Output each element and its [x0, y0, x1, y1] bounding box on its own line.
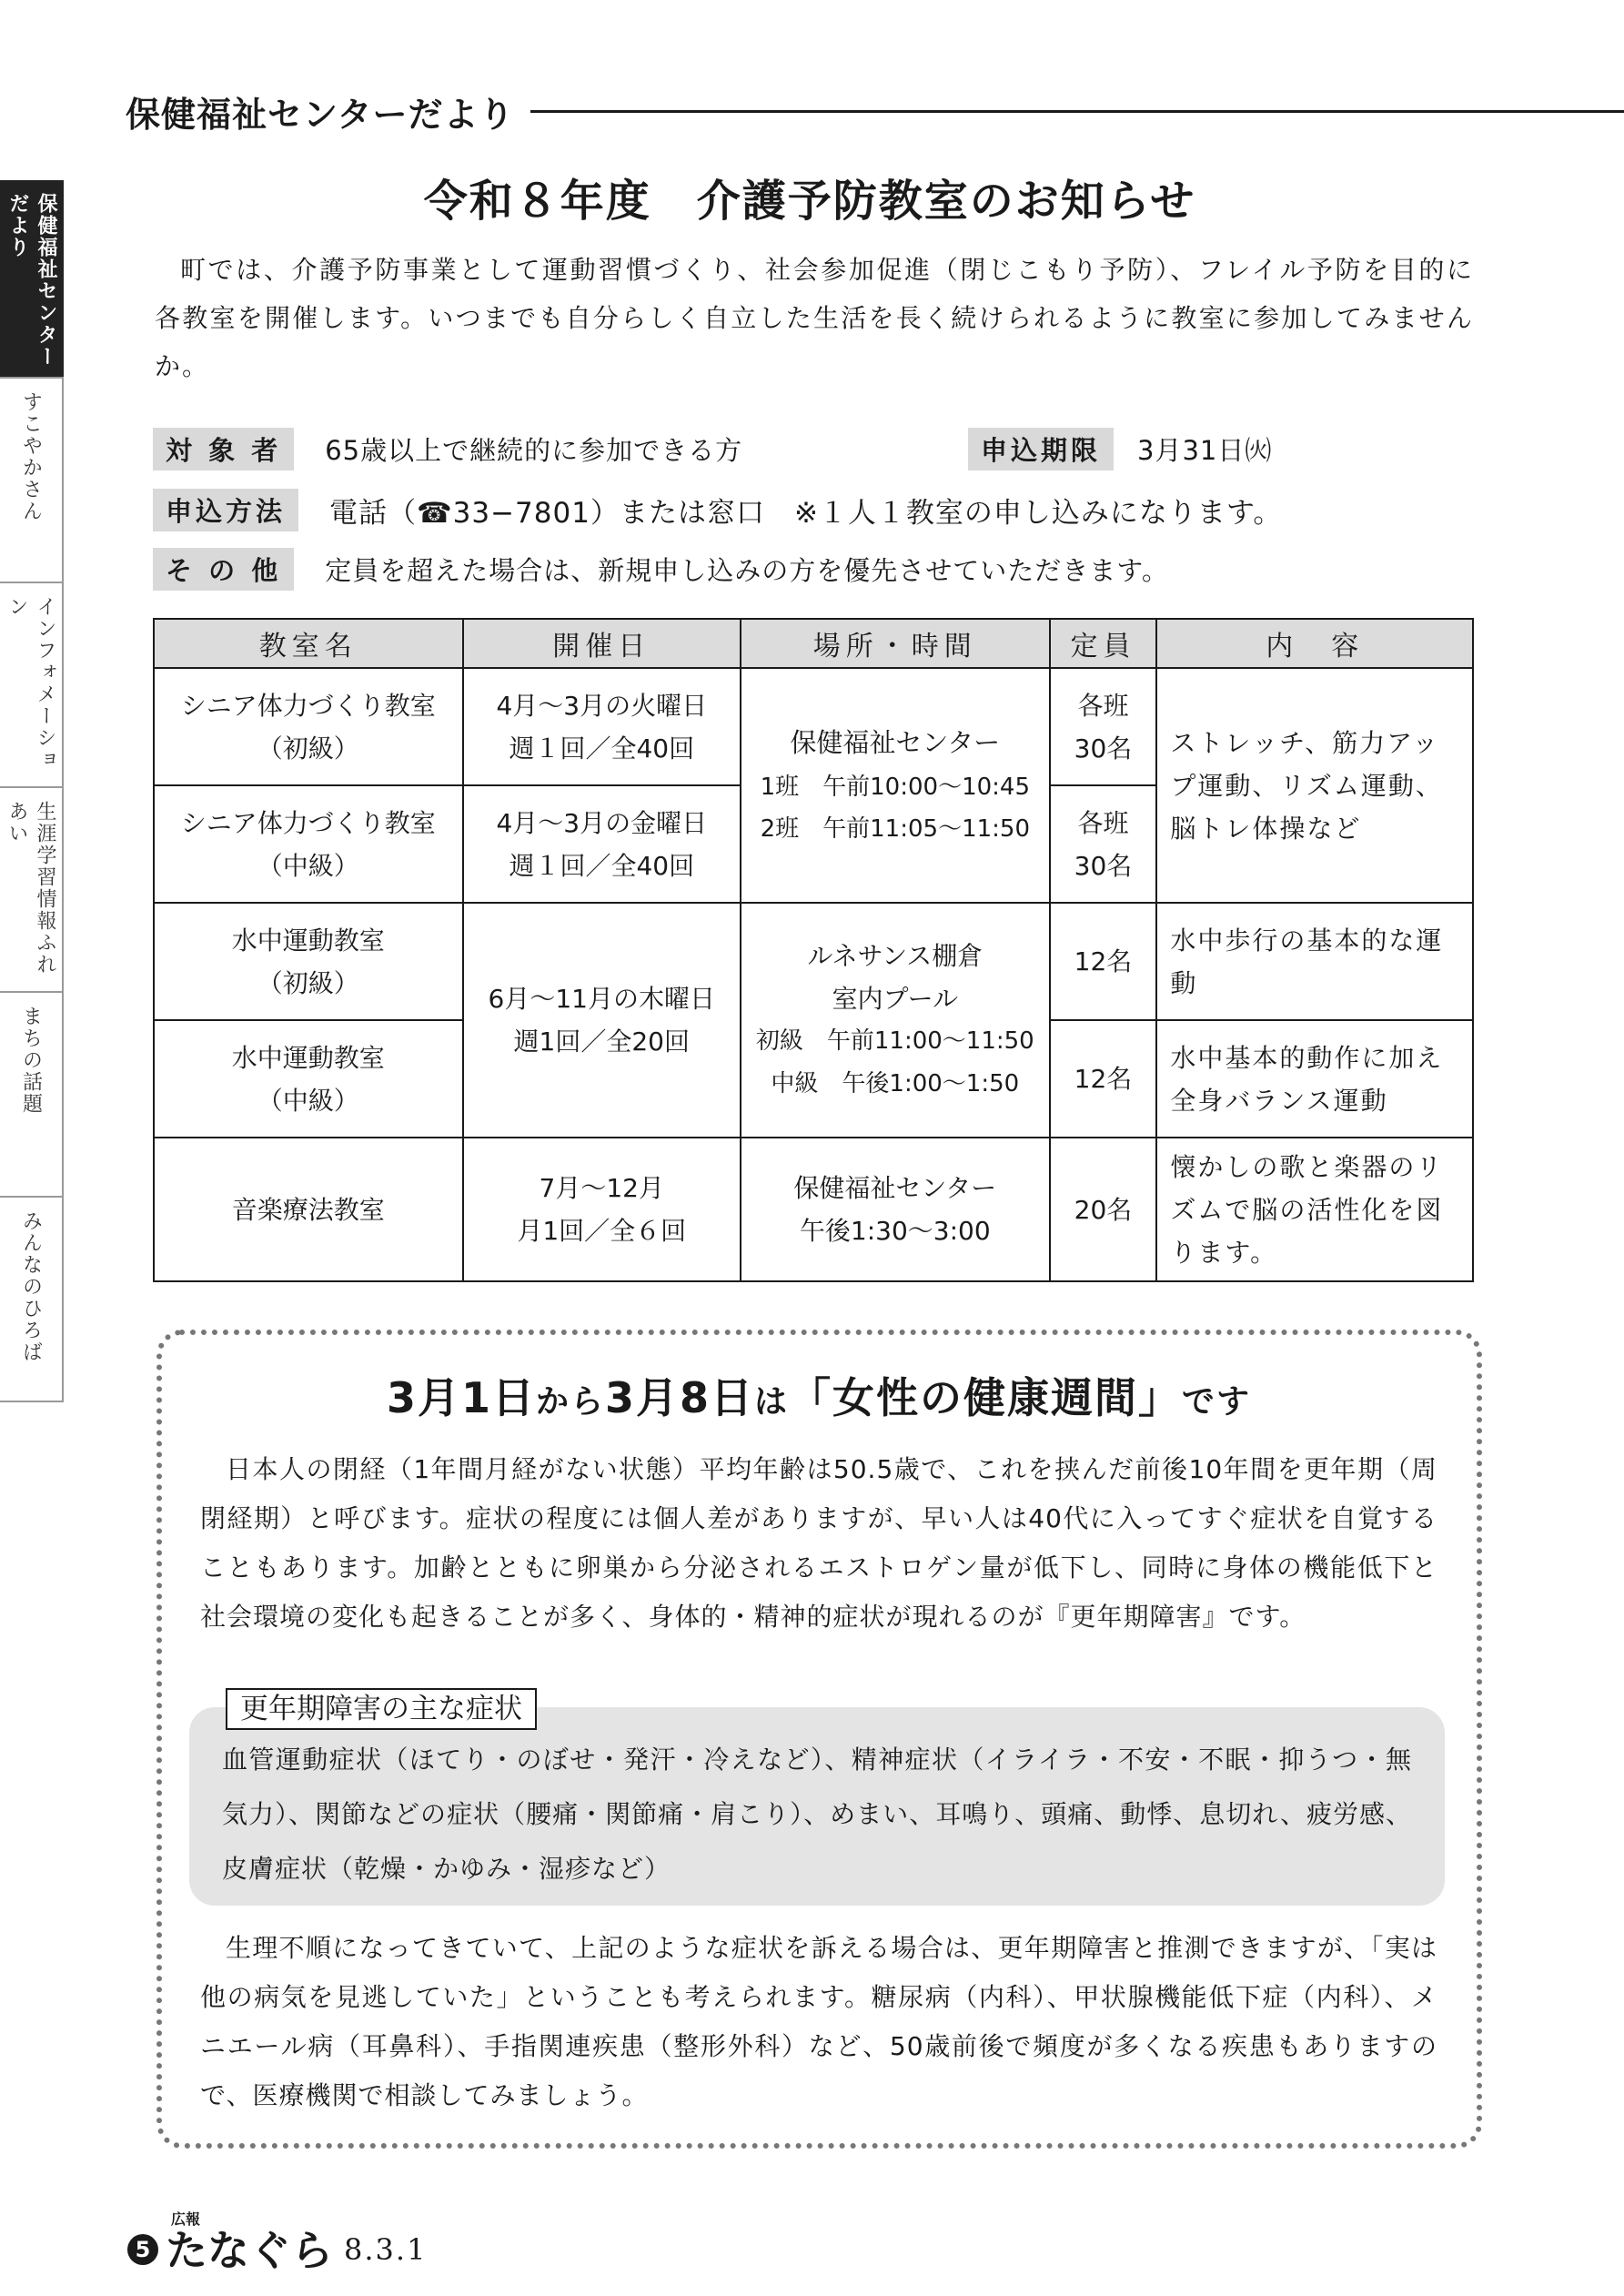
course-name-cell: シニア体力づくり教室 （中級） [154, 785, 463, 903]
target-label: 対 象 者 [153, 428, 294, 470]
capacity-cell: 20名 [1050, 1138, 1157, 1281]
symptoms-label: 更年期障害の主な症状 [226, 1688, 537, 1730]
place-time-cell: ルネサンス棚倉 室内プール 初級 午前11:00～11:50 中級 午後1:00～1:50 [741, 903, 1050, 1138]
side-tab-lifelong-learning[interactable]: 生涯学習情報ふれあい [0, 788, 64, 993]
date-cell: 4月～3月の火曜日 週１回／全40回 [463, 668, 741, 785]
place-time-cell: 保健福祉センター 1班 午前10:00～10:45 2班 午前11:05～11:50 [741, 668, 1050, 903]
womens-health-title: 3月1日から3月8日は「女性の健康週間」です [386, 1373, 1252, 1422]
deadline-label: 申込期限 [968, 428, 1114, 470]
target-value: 65歳以上で継続的に参加できる方 [325, 435, 743, 466]
capacity-cell: 各班 30名 [1050, 785, 1157, 903]
other-value: 定員を超えた場合は、新規申し込みの方を優先させていただきます。 [325, 555, 1169, 586]
content-cell: ストレッチ、筋力アップ運動、リズム運動、脳トレ体操など [1156, 668, 1473, 903]
section-title: 保健福祉センターだより [126, 94, 515, 135]
course-name-cell: 音楽療法教室 [154, 1138, 463, 1281]
content-cell: 水中歩行の基本的な運動 [1156, 903, 1473, 1020]
date-cell: 7月～12月 月1回／全６回 [463, 1138, 741, 1281]
info-method-row [153, 489, 1282, 531]
header-date: 開催日 [463, 619, 741, 668]
side-index-tabs [0, 180, 64, 1402]
header-capacity: 定員 [1050, 619, 1157, 668]
side-tab-information[interactable]: インフォメーション [0, 583, 64, 788]
symptoms-box: 血管運動症状（ほてり・のぼせ・発汗・冷えなど）、精神症状（イライラ・不安・不眠・抑うつ・無気力）、関節などの症状（腰痛・関節痛・肩こり）、めまい、耳鳴り、頭痛、動悸、息切れ、疲労感、皮膚症状（乾燥・かゆみ・湿疹など） [189, 1707, 1445, 1906]
side-tab-sukoyakasan[interactable]: すこやかさん [0, 379, 64, 583]
info-target-row [153, 428, 742, 470]
page-number: 5 [127, 2234, 158, 2265]
issue-date: 8.3.1 [344, 2232, 428, 2267]
method-value: 電話（☎33−7801）または窓口 ※１人１教室の申し込みになります。 [329, 497, 1283, 530]
course-name-cell: 水中運動教室 （中級） [154, 1020, 463, 1138]
article-intro: 町では、介護予防事業として運動習慣づくり、社会参加促進（閉じこもり予防）、フレイル予防を目的に各教室を開催します。いつまでも自分らしく自立した生活を長く続けられるように教室に参加してみませんか。 [155, 255, 1474, 381]
table-row [154, 668, 1473, 785]
info-other-row [153, 548, 1169, 591]
table-header-row [154, 619, 1473, 668]
header-content: 内 容 [1156, 619, 1473, 668]
magazine-logo [166, 2208, 333, 2275]
capacity-cell: 各班 30名 [1050, 668, 1157, 785]
method-label: 申込方法 [153, 489, 298, 531]
womens-health-paragraph-2: 生理不順になってきていて、上記のような症状を訴える場合は、更年期障害と推測できますが、「実は他の病気を見逃していた」ということも考えられます。糖尿病（内科）、甲状腺機能低下症（内科）、メニエール病（耳鼻科）、手指関連疾患（整形外科）など、50歳前後で頻度が多くなる疾患もありますので、医療機関で相談してみましょう。 [200, 1933, 1437, 2110]
course-name-cell: シニア体力づくり教室 （初級） [154, 668, 463, 785]
content-cell: 水中基本的動作に加え全身バランス運動 [1156, 1020, 1473, 1138]
content-cell: 懐かしの歌と楽器のリズムで脳の活性化を図ります。 [1156, 1138, 1473, 1281]
capacity-cell: 12名 [1050, 903, 1157, 1020]
header-place-time: 場所・時間 [741, 619, 1050, 668]
header-rule [530, 110, 1624, 113]
magazine-small-label: 広報 [171, 2210, 201, 2228]
section-header [126, 84, 1624, 138]
table-row [154, 1138, 1473, 1281]
side-tab-health-center[interactable]: 保健福祉センターだより [0, 180, 64, 379]
table-row [154, 903, 1473, 1020]
womens-health-paragraph-1: 日本人の閉経（1年間月経がない状態）平均年齢は50.5歳で、これを挟んだ前後10年間を更年期（周閉経期）と呼びます。症状の程度には個人差がありますが、早い人は40代に入ってすぐ症状を自覚することもあります。加齢とともに卵巣から分泌されるエストロゲン量が低下し、同時に身体の機能低下と社会環境の変化も起きることが多く、身体的・精神的症状が現れるのが『更年期障害』です。 [200, 1454, 1437, 1632]
date-cell: 4月～3月の金曜日 週１回／全40回 [463, 785, 741, 903]
article-title: 令和８年度 介護予防教室のお知らせ [423, 176, 1196, 227]
capacity-cell: 12名 [1050, 1020, 1157, 1138]
header-course-name: 教室名 [154, 619, 463, 668]
info-deadline-row [968, 428, 1272, 470]
other-label: そ の 他 [153, 548, 294, 591]
course-table [153, 618, 1474, 1282]
magazine-name: たなぐら [166, 2226, 333, 2275]
side-tab-minna-no-hiroba[interactable]: みんなのひろば [0, 1198, 64, 1402]
page-footer [127, 2208, 428, 2275]
deadline-value: 3月31日㈫ [1137, 435, 1273, 466]
place-time-cell: 保健福祉センター 午後1:30～3:00 [741, 1138, 1050, 1281]
side-tab-town-topics[interactable]: まちの話題 [0, 993, 64, 1198]
date-cell: 6月～11月の木曜日 週1回／全20回 [463, 903, 741, 1138]
course-name-cell: 水中運動教室 （初級） [154, 903, 463, 1020]
